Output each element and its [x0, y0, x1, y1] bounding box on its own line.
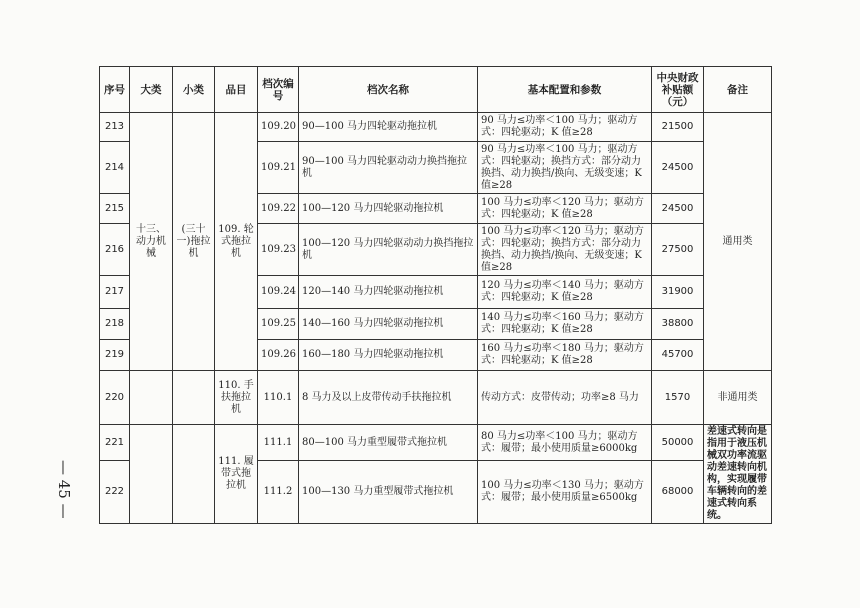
header-config: 基本配置和参数 — [478, 67, 652, 113]
table-row — [100, 425, 772, 461]
row-code: 111.1 — [258, 425, 299, 461]
row-code: 109.20 — [258, 113, 299, 142]
row-seq: 216 — [100, 224, 130, 276]
subcategory-cell: (三十一)拖拉机 — [173, 113, 215, 371]
page-number: — 45 — — [55, 460, 73, 519]
subsidy-table — [99, 66, 772, 524]
header-row — [100, 67, 772, 113]
remark-non-general: 非通用类 — [704, 371, 772, 425]
row-name: 100—120 马力四轮驱动拖拉机 — [299, 194, 478, 224]
row-subsidy: 24500 — [652, 194, 704, 224]
header-seq: 序号 — [100, 67, 130, 113]
row-subsidy: 45700 — [652, 340, 704, 371]
row-subsidy: 27500 — [652, 224, 704, 276]
row-subsidy: 21500 — [652, 113, 704, 142]
row-code: 109.26 — [258, 340, 299, 371]
row-config: 100 马力≤功率＜120 马力；驱动方式：四轮驱动；K 值≥28 — [478, 194, 652, 224]
category-cell-empty — [130, 371, 173, 425]
row-config: 100 马力≤功率＜120 马力；驱动方式：四轮驱动；换挡方式：部分动力换挡、动力换挡/换向、无级变速；K 值≥28 — [478, 224, 652, 276]
row-config: 传动方式：皮带传动；功率≥8 马力 — [478, 371, 652, 425]
category-cell: 十三、动力机械 — [130, 113, 173, 371]
row-config: 120 马力≤功率＜140 马力；驱动方式：四轮驱动；K 值≥28 — [478, 276, 652, 309]
row-code: 109.21 — [258, 142, 299, 194]
table-row — [100, 113, 772, 142]
row-seq: 220 — [100, 371, 130, 425]
row-subsidy: 38800 — [652, 309, 704, 340]
subcategory-cell-empty — [173, 371, 215, 425]
row-code: 111.2 — [258, 461, 299, 524]
remark-general: 通用类 — [704, 113, 772, 371]
row-seq: 214 — [100, 142, 130, 194]
row-seq: 213 — [100, 113, 130, 142]
row-subsidy: 24500 — [652, 142, 704, 194]
row-config: 80 马力≤功率＜100 马力；驱动方式：履带；最小使用质量≥6000kg — [478, 425, 652, 461]
item-walking: 110. 手扶拖拉机 — [215, 371, 258, 425]
item-tracked: 111. 履带式拖拉机 — [215, 425, 258, 524]
header-subcategory: 小类 — [173, 67, 215, 113]
row-subsidy: 1570 — [652, 371, 704, 425]
row-seq: 222 — [100, 461, 130, 524]
row-subsidy: 31900 — [652, 276, 704, 309]
header-grade-code: 档次编号 — [258, 67, 299, 113]
row-seq: 218 — [100, 309, 130, 340]
row-seq: 219 — [100, 340, 130, 371]
row-seq: 221 — [100, 425, 130, 461]
row-code: 109.23 — [258, 224, 299, 276]
header-grade-name: 档次名称 — [299, 67, 478, 113]
row-name: 100—130 马力重型履带式拖拉机 — [299, 461, 478, 524]
row-code: 109.22 — [258, 194, 299, 224]
row-config: 100 马力≤功率＜130 马力；驱动方式：履带；最小使用质量≥6500kg — [478, 461, 652, 524]
header-remark: 备注 — [704, 67, 772, 113]
row-seq: 217 — [100, 276, 130, 309]
row-config: 160 马力≤功率＜180 马力；驱动方式：四轮驱动；K 值≥28 — [478, 340, 652, 371]
remark-tracked-note: 差速式转向是指用于液压机械双功率流驱动差速转向机构，实现履带车辆转向的差速式转向系统。 — [704, 425, 772, 524]
category-cell-empty — [130, 425, 173, 524]
table-row — [100, 371, 772, 425]
row-code: 110.1 — [258, 371, 299, 425]
row-name: 120—140 马力四轮驱动拖拉机 — [299, 276, 478, 309]
row-subsidy: 50000 — [652, 425, 704, 461]
row-name: 100—120 马力四轮驱动动力换挡拖拉机 — [299, 224, 478, 276]
row-code: 109.25 — [258, 309, 299, 340]
row-config: 90 马力≤功率＜100 马力；驱动方式：四轮驱动；换挡方式：部分动力换挡、动力换挡/换向、无级变速；K 值≥28 — [478, 142, 652, 194]
header-category: 大类 — [130, 67, 173, 113]
row-name: 80—100 马力重型履带式拖拉机 — [299, 425, 478, 461]
row-name: 8 马力及以上皮带传动手扶拖拉机 — [299, 371, 478, 425]
row-code: 109.24 — [258, 276, 299, 309]
row-seq: 215 — [100, 194, 130, 224]
item-wheeled: 109. 轮式拖拉机 — [215, 113, 258, 371]
row-name: 140—160 马力四轮驱动拖拉机 — [299, 309, 478, 340]
subcategory-cell-empty — [173, 425, 215, 524]
row-subsidy: 68000 — [652, 461, 704, 524]
row-name: 90—100 马力四轮驱动动力换挡拖拉机 — [299, 142, 478, 194]
header-item: 品目 — [215, 67, 258, 113]
row-name: 90—100 马力四轮驱动拖拉机 — [299, 113, 478, 142]
row-config: 90 马力≤功率＜100 马力；驱动方式：四轮驱动；K 值≥28 — [478, 113, 652, 142]
row-name: 160—180 马力四轮驱动拖拉机 — [299, 340, 478, 371]
row-config: 140 马力≤功率＜160 马力；驱动方式：四轮驱动；K 值≥28 — [478, 309, 652, 340]
header-subsidy: 中央财政补贴额（元） — [652, 67, 704, 113]
